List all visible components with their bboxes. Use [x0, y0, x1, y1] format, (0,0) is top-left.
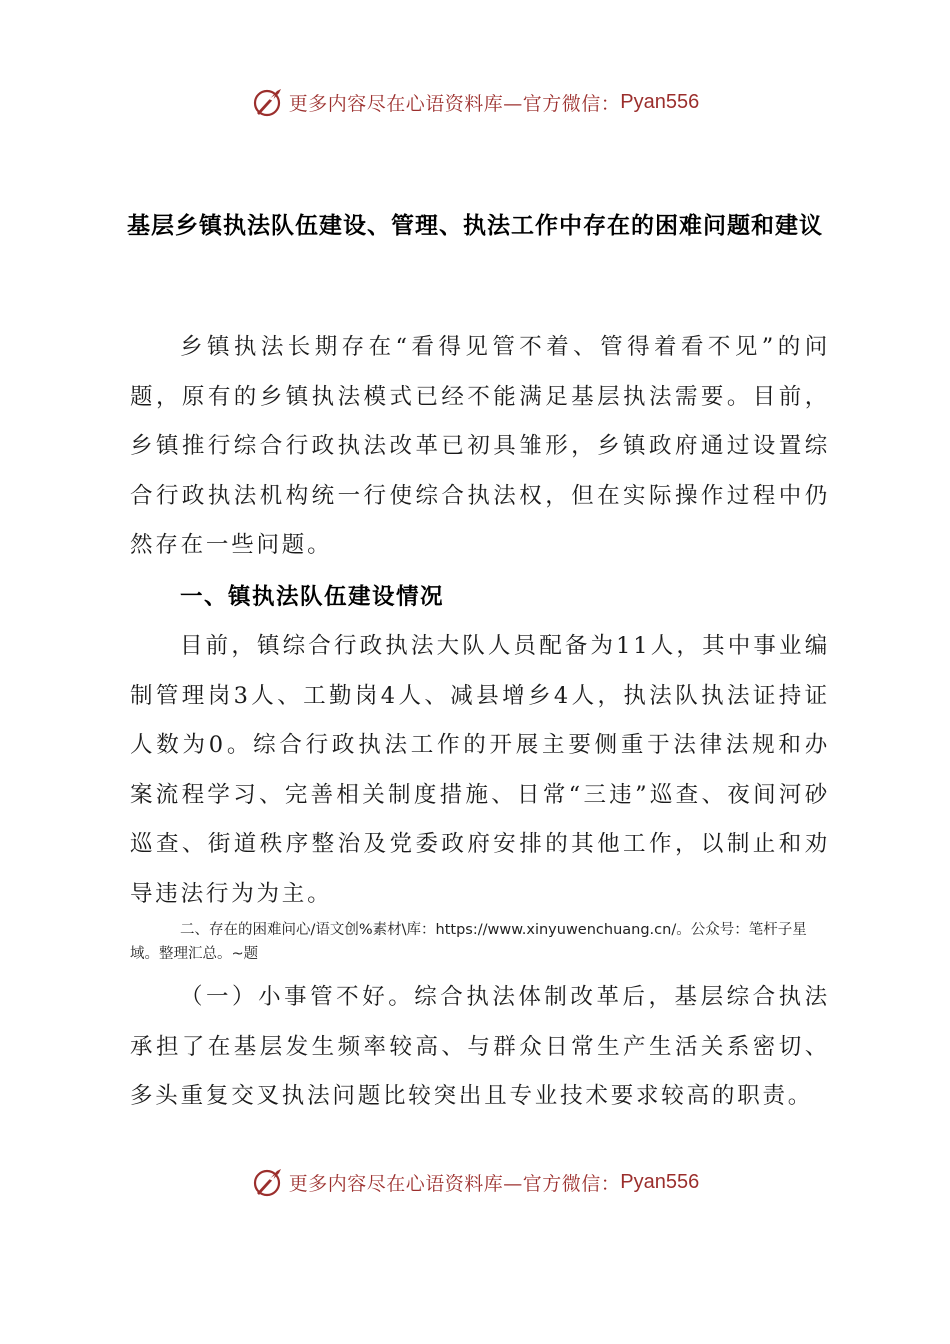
footer-watermark-banner — [0, 1160, 950, 1204]
paragraph-intro: 乡镇执法长期存在“看得见管不着、管得着看不见”的问题，原有的乡镇执法模式已经不能满足基层执法需要。目前，乡镇推行综合行政执法改革已初具雏形，乡镇政府通过设置综合行政执法机构统一行使综合执法权，但在实际操作过程中仍然存在一些问题。 — [130, 334, 830, 558]
banner-wechat-id: Pyan556 — [620, 1170, 700, 1193]
document-title: 基层乡镇执法队伍建设、管理、执法工作中存在的困难问题和建议 — [127, 213, 823, 239]
paragraph-difficulty-1: （一）小事管不好。综合执法体制改革后，基层综合执法承担了在基层发生频率较高、与群众日常生产生活关系密切、多头重复交叉执法问题比较突出且专业技术要求较高的职责。 — [130, 984, 830, 1109]
header-watermark-banner — [0, 80, 950, 124]
inserted-source-note: 二、存在的困难问心/语文创%素材\库：https://www.xinyuwenchuang.cn/。公众号：笔杆子星域。整理汇总。~题 — [130, 922, 807, 962]
banner-text: 更多内容尽在心语资料库—官方微信： — [288, 1172, 621, 1195]
section-heading-1: 一、镇执法队伍建设情况 — [180, 584, 445, 610]
banner-text: 更多内容尽在心语资料库—官方微信： — [288, 92, 621, 115]
quill-pen-logo-icon — [251, 1165, 285, 1199]
quill-pen-logo-icon — [251, 85, 285, 119]
banner-wechat-id: Pyan556 — [620, 90, 700, 113]
paragraph-team-status: 目前，镇综合行政执法大队人员配备为11人，其中事业编制管理岗3人、工勤岗4人、减县增乡4人，执法队执法证持证人数为0。综合行政执法工作的开展主要侧重于法律法规和办案流程学习、完善相关制度措施、日常“三违”巡查、夜间河砂巡查、街道秩序整治及党委政府安排的其他工作，以制止和劝导违法行为为主。 — [130, 633, 830, 907]
